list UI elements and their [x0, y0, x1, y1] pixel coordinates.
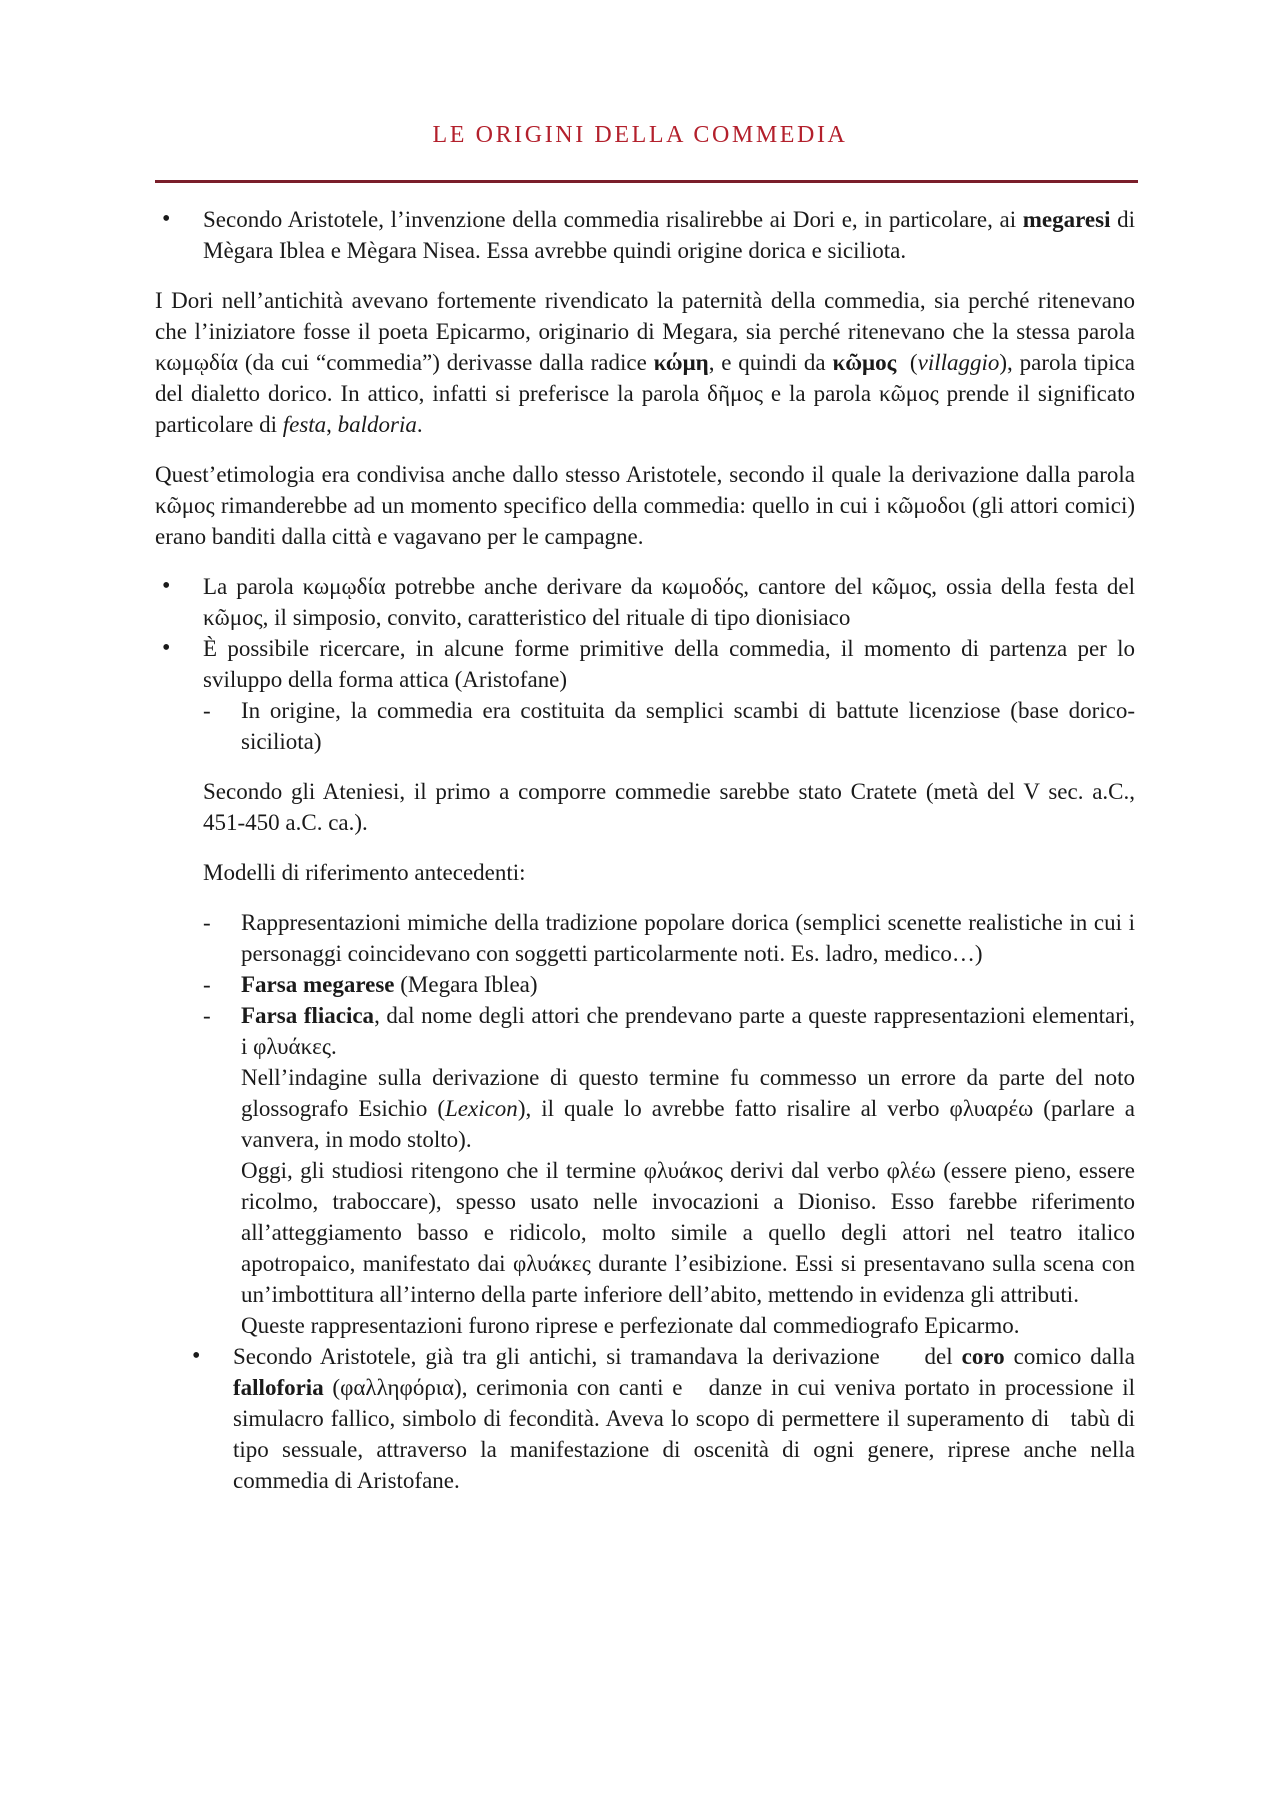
intro-bullet-list [155, 204, 1135, 266]
list-item: • La parola κωμῳδία potrebbe anche derivare da κωμοδός, cantore del κῶμος, ossia della festa del κῶμος, il simposio, convito, caratteristico del rituale di tipo dionisiaco [155, 571, 1135, 633]
paragraph: Quest’etimologia era condivisa anche dallo stesso Aristotele, secondo il quale la derivazione dalla parola κῶμος rimanderebbe ad un momento specifico della commedia: quello in cui i κῶμοδοι (gli attori comici) erano banditi dalla città e vagavano per le campagne. [155, 462, 1135, 549]
bold-term: falloforia [233, 1375, 324, 1400]
list-item: • È possibile ricercare, in alcune forme primitive della commedia, il momento di partenza per lo sviluppo della forma attica (Aristofane) - In origine, la commedia era costituita da semplici scambi di battute licenziose (base dorico-siciliota) [155, 633, 1135, 757]
paragraph: Secondo gli Ateniesi, il primo a comporre commedie sarebbe stato Cratete (metà del V sec. a.C., 451-450 a.C. ca.). [203, 779, 1135, 835]
list-item: - In origine, la commedia era costituita da semplici scambi di battute licenziose (base dorico-siciliota) [203, 695, 1135, 757]
list-item: • Secondo Aristotele, già tra gli antichi, si tramandava la derivazione del coro comico dalla falloforia (φαλληφόρια), cerimonia con canti e danze in cui veniva portato in processione il simulacro fallico, simbolo di fecondità. Aveva lo scopo di permettere il superamento di tabù di tipo sessuale, attraverso la manifestazione di oscenità di ogni genere, riprese anche nella commedia di Aristofane. [185, 1341, 1135, 1496]
dash-list [203, 907, 1135, 1341]
list-item: - Farsa fliacica, dal nome degli attori che prendevano parte a queste rappresentazioni elementari, i φλυάκες. Nell’indagine sulla derivazione di questo termine fu commesso un errore da parte del noto glossografo Esichio (Lexicon), il quale lo avrebbe fatto risalire al verbo φλυαρέω (parlare a vanvera, in modo stolto). Oggi, gli studiosi ritengono che il termine φλυάκος derivi dal verbo φλέω (essere pieno, essere ricolmo, traboccare), spesso usato nelle invocazioni a Dioniso. Esso farebbe riferimento all’atteggiamento basso e ridicolo, molto simile a quello degli attori nel teatro italico apotropaico, manifestato dai φλυάκες durante l’esibizione. Essi si presentavano sulla scena con un’imbottitura all’interno della parte inferiore dell’abito, mettendo in evidenza gli attributi. Queste rappresentazioni furono riprese e perfezionate dal commediografo Epicarmo. [203, 1000, 1135, 1341]
document-body [155, 204, 1141, 1496]
bold-term: Farsa megarese [241, 972, 395, 997]
bold-term: coro [961, 1344, 1005, 1369]
models-block [155, 907, 1135, 1341]
bold-term: Farsa fliacica [241, 1003, 375, 1028]
bold-term: κῶμος [832, 350, 897, 375]
italic-term: festa [282, 412, 327, 437]
list-item: - Rappresentazioni mimiche della tradizione popolare dorica (semplici scenette realistiche in cui i personaggi coincidevano con soggetti particolarmente noti. Es. ladro, medico…) [203, 907, 1135, 969]
section-heading: Modelli di riferimento antecedenti: [203, 860, 526, 885]
bold-term: κώμη [653, 350, 709, 375]
paragraph: I Dori nell’antichità avevano fortemente rivendicato la paternità della commedia, sia perché ritenevano che l’iniziatore fosse il poeta Epicarmo, originario di Megara, sia perché ritenevano che la stessa parola κωμῳδία (da cui “commedia”) derivasse dalla radice κώμη, e quindi da κῶμος (villaggio), parola tipica del dialetto dorico. In attico, infatti si preferisce la parola δῆμος e la parola κῶμος prende il significato particolare di festa, baldoria. [155, 288, 1136, 437]
italic-term: Lexicon [445, 1096, 518, 1121]
title-divider [155, 180, 1138, 183]
page-title: LE ORIGINI DELLA COMMEDIA [432, 122, 848, 148]
bold-term: megaresi [1022, 207, 1111, 232]
list-item: - Farsa megarese (Megara Iblea) [203, 969, 1135, 1000]
italic-term: villaggio [917, 350, 1000, 375]
list-item: • Secondo Aristotele, l’invenzione della commedia risalirebbe ai Dori e, in particolare, ai megaresi di Mègara Iblea e Mègara Nisea. Essa avrebbe quindi origine dorica e siciliota. [155, 204, 1135, 266]
falloforia-bullet-list [185, 1341, 1141, 1496]
dash-list [203, 695, 1135, 757]
bullet-list [155, 571, 1135, 757]
italic-term: baldoria [337, 412, 417, 437]
